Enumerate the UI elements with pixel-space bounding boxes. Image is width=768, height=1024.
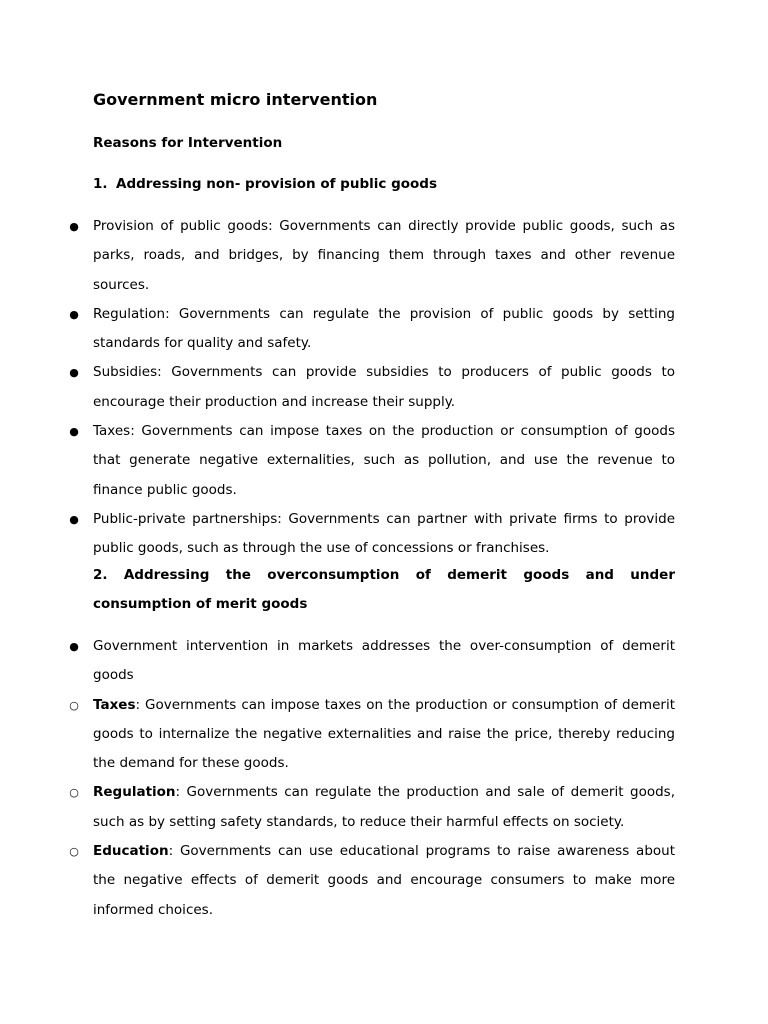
list-item	[0, 300, 675, 359]
list-item-text: Taxes: Governments can impose taxes on the production or consumption of goods that generate negative externalities, such as pollution, and use the revenue to finance public goods.	[93, 423, 675, 498]
bullet-disc-icon: ●	[69, 425, 79, 439]
bullet-circle-icon: ○	[69, 698, 79, 712]
list-item	[0, 417, 675, 505]
bullet-circle-icon: ○	[69, 845, 79, 859]
term-label: Regulation	[93, 784, 176, 801]
section-1-number: 1.	[93, 176, 108, 192]
bullet-disc-icon: ●	[69, 307, 79, 321]
section-1-title: Addressing non- provision of public goods	[116, 176, 437, 192]
list-item	[0, 691, 675, 779]
list-item	[0, 358, 675, 417]
list-item-text: Public-private partnerships: Governments can partner with private firms to provide public goods, such as through the use of concessions or franchises.	[93, 510, 675, 557]
list-item	[0, 632, 675, 691]
term-text: : Governments can impose taxes on the production or consumption of demerit goods to internalize the negative externalities and raise the price, thereby reducing the demand for these goods.	[93, 696, 675, 772]
section-2-heading: 2. Addressing the overconsumption of demerit goods and under consumption of merit goods	[93, 567, 675, 613]
section-1-list	[0, 212, 768, 564]
list-item	[0, 778, 675, 837]
section-1-heading	[93, 170, 675, 199]
list-item-text: Regulation: Governments can regulate the provision of public goods by setting standards for quality and safety.	[93, 305, 675, 352]
list-item	[0, 212, 675, 300]
bullet-disc-icon: ●	[69, 220, 79, 233]
list-item-text: Provision of public goods: Governments can directly provide public goods, such as parks, roads, and bridges, by financing them through taxes and other revenue sources.	[93, 218, 675, 293]
list-item	[0, 505, 675, 564]
term-label: Education	[93, 843, 169, 860]
bullet-circle-icon: ○	[69, 786, 79, 800]
list-item-text: Subsidies: Governments can provide subsidies to producers of public goods to encourage their production and increase their supply.	[93, 364, 675, 410]
list-item-text: Government intervention in markets addresses the over-consumption of demerit goods	[93, 638, 675, 684]
term-text: : Governments can use educational programs to raise awareness about the negative effects of demerit goods and encourage consumers to make more informed choices.	[93, 843, 675, 918]
page-title: Government micro intervention	[93, 90, 378, 109]
term-text: : Governments can regulate the production and sale of demerit goods, such as by setting safety standards, to reduce their harmful effects on society.	[93, 784, 675, 830]
section-2-list	[0, 632, 768, 925]
bullet-disc-icon: ●	[69, 366, 79, 380]
bullet-disc-icon: ●	[69, 640, 79, 653]
term-label: Taxes	[93, 696, 136, 713]
bullet-disc-icon: ●	[69, 512, 79, 526]
list-item	[0, 837, 675, 925]
subtitle: Reasons for Intervention	[93, 135, 283, 151]
